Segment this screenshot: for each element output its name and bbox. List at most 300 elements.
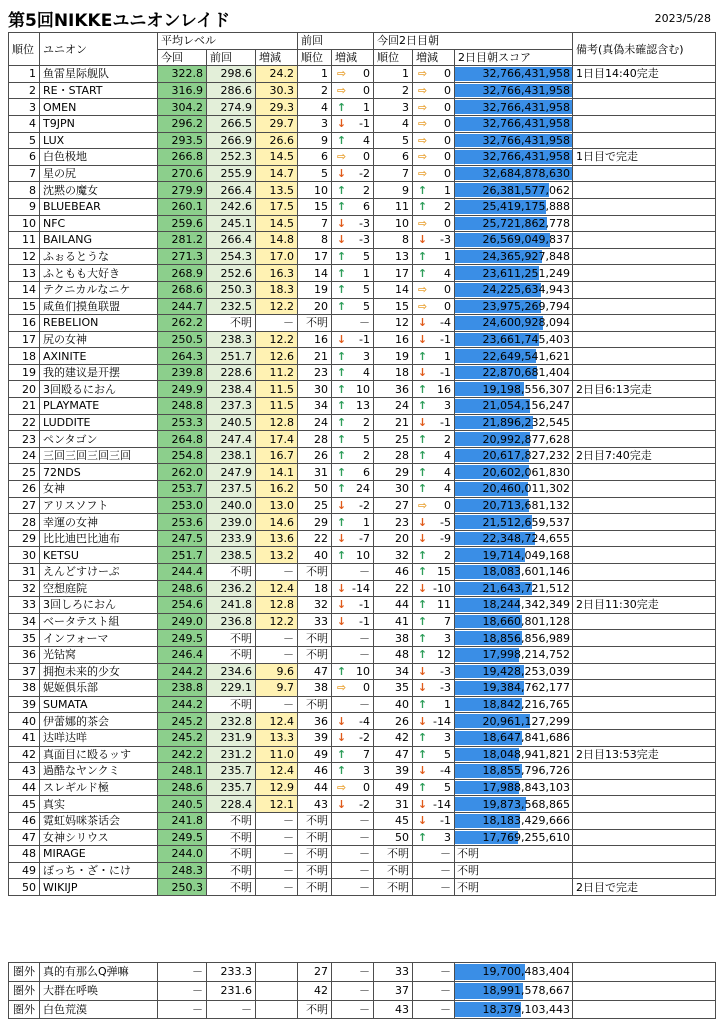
rank-cell: 27 bbox=[9, 497, 40, 514]
today-rank-cell: 14 bbox=[374, 281, 413, 298]
previous-rank-change-cell bbox=[332, 630, 374, 647]
current-level-cell: 254.6 bbox=[158, 597, 207, 614]
previous-level-cell: 274.9 bbox=[207, 99, 256, 116]
arrow-right-icon: ⇨ bbox=[417, 133, 428, 147]
score-cell bbox=[455, 613, 573, 630]
arrow-down-icon: ↓ bbox=[336, 797, 347, 811]
change-value: 2 bbox=[363, 183, 370, 197]
arrow-up-icon: ↑ bbox=[417, 648, 428, 662]
score-value: 不明 bbox=[457, 847, 479, 861]
current-level-cell: 259.6 bbox=[158, 215, 207, 232]
notes-cell bbox=[573, 796, 716, 813]
table-row bbox=[9, 547, 716, 564]
union-name-cell: 女神 bbox=[40, 481, 158, 498]
change-value: 16 bbox=[437, 382, 451, 396]
change-value: 0 bbox=[444, 167, 451, 181]
score-value: 22,649,541,621 bbox=[482, 349, 570, 363]
previous-rank-cell: 38 bbox=[298, 680, 332, 697]
today-rank-cell: 21 bbox=[374, 414, 413, 431]
notes-cell: 2日目13:53完走 bbox=[573, 746, 716, 763]
today-rank-change-cell bbox=[413, 746, 455, 763]
score-value: 26,569,049,837 bbox=[482, 233, 570, 247]
score-value: 32,766,431,958 bbox=[482, 100, 570, 114]
score-cell bbox=[455, 812, 573, 829]
previous-rank-cell: 不明 bbox=[298, 812, 332, 829]
score-value: 19,198,556,307 bbox=[482, 382, 570, 396]
current-level-cell: 253.0 bbox=[158, 497, 207, 514]
previous-level-cell: 231.6 bbox=[207, 981, 256, 1000]
change-value: － bbox=[359, 316, 370, 330]
level-change-cell: 9.6 bbox=[256, 663, 298, 680]
header-union: ユニオン bbox=[40, 33, 158, 66]
previous-rank-cell: 14 bbox=[298, 265, 332, 282]
table-row bbox=[9, 663, 716, 680]
change-value: － bbox=[359, 814, 370, 828]
change-value: 1 bbox=[444, 698, 451, 712]
score-cell bbox=[455, 281, 573, 298]
today-rank-change-cell bbox=[413, 99, 455, 116]
score-value: 25,419,175,888 bbox=[482, 200, 570, 214]
notes-cell bbox=[573, 364, 716, 381]
change-value: -4 bbox=[440, 764, 451, 778]
change-value: 4 bbox=[363, 133, 370, 147]
level-change-cell bbox=[256, 1000, 298, 1019]
current-level-cell: 242.2 bbox=[158, 746, 207, 763]
score-cell bbox=[455, 763, 573, 780]
today-rank-change-cell bbox=[413, 846, 455, 863]
score-cell bbox=[455, 862, 573, 879]
previous-rank-cell: 33 bbox=[298, 613, 332, 630]
score-cell bbox=[455, 381, 573, 398]
score-value: 18,083,601,146 bbox=[482, 565, 570, 579]
previous-rank-cell: 16 bbox=[298, 331, 332, 348]
today-rank-change-cell bbox=[413, 149, 455, 166]
today-rank-change-cell bbox=[413, 165, 455, 182]
change-value: － bbox=[440, 863, 451, 877]
previous-rank-cell: 44 bbox=[298, 779, 332, 796]
notes-cell bbox=[573, 680, 716, 697]
arrow-down-icon: ↓ bbox=[417, 366, 428, 380]
today-rank-change-cell bbox=[413, 597, 455, 614]
change-value: 3 bbox=[363, 764, 370, 778]
current-level-cell: 253.6 bbox=[158, 514, 207, 531]
change-value: 0 bbox=[444, 100, 451, 114]
previous-rank-cell: 不明 bbox=[298, 646, 332, 663]
score-value: 20,713,681,132 bbox=[482, 498, 570, 512]
today-rank-change-cell bbox=[413, 265, 455, 282]
union-name-cell: OMEN bbox=[40, 99, 158, 116]
previous-rank-cell: 27 bbox=[298, 963, 332, 982]
today-rank-cell: 15 bbox=[374, 298, 413, 315]
current-level-cell: 240.5 bbox=[158, 796, 207, 813]
arrow-up-icon: ↑ bbox=[336, 432, 347, 446]
previous-rank-change-cell bbox=[332, 398, 374, 415]
change-value: -10 bbox=[433, 581, 451, 595]
header-today-change: 増減 bbox=[413, 49, 455, 66]
level-change-cell: 11.5 bbox=[256, 398, 298, 415]
previous-level-cell: 228.6 bbox=[207, 364, 256, 381]
rank-cell: 25 bbox=[9, 464, 40, 481]
notes-cell bbox=[573, 514, 716, 531]
score-cell bbox=[455, 398, 573, 415]
header-rank: 順位 bbox=[9, 33, 40, 66]
score-value: 18,855,796,726 bbox=[482, 764, 570, 778]
rank-cell: 36 bbox=[9, 646, 40, 663]
rank-cell: 50 bbox=[9, 879, 40, 896]
union-name-cell: 3回殴るにおん bbox=[40, 381, 158, 398]
change-value: 0 bbox=[363, 150, 370, 164]
previous-rank-cell: 34 bbox=[298, 398, 332, 415]
today-rank-cell: 49 bbox=[374, 779, 413, 796]
score-cell bbox=[455, 564, 573, 581]
rank-cell: 9 bbox=[9, 198, 40, 215]
previous-level-cell: 245.1 bbox=[207, 215, 256, 232]
previous-rank-change-cell bbox=[332, 729, 374, 746]
previous-level-cell: 238.3 bbox=[207, 331, 256, 348]
arrow-right-icon: ⇨ bbox=[417, 84, 428, 98]
header-today-day2: 今回2日目朝 bbox=[374, 33, 573, 50]
header-score: 2日目朝スコア bbox=[455, 49, 573, 66]
previous-level-cell: 266.9 bbox=[207, 132, 256, 149]
score-value: 24,365,927,848 bbox=[482, 250, 570, 264]
arrow-up-icon: ↑ bbox=[336, 299, 347, 313]
arrow-right-icon: ⇨ bbox=[417, 498, 428, 512]
arrow-down-icon: ↓ bbox=[336, 714, 347, 728]
previous-level-cell: 237.5 bbox=[207, 481, 256, 498]
current-level-cell: 296.2 bbox=[158, 115, 207, 132]
union-name-cell: 真实 bbox=[40, 796, 158, 813]
previous-rank-change-cell bbox=[332, 331, 374, 348]
union-name-cell: 女神シリウス bbox=[40, 829, 158, 846]
table-row bbox=[9, 829, 716, 846]
arrow-up-icon: ↑ bbox=[336, 133, 347, 147]
today-rank-change-cell bbox=[413, 414, 455, 431]
change-value: 4 bbox=[444, 449, 451, 463]
change-value: -1 bbox=[440, 366, 451, 380]
previous-rank-cell: 7 bbox=[298, 215, 332, 232]
score-cell bbox=[455, 99, 573, 116]
rank-cell: 6 bbox=[9, 149, 40, 166]
today-rank-change-cell bbox=[413, 447, 455, 464]
union-name-cell: LUX bbox=[40, 132, 158, 149]
arrow-up-icon: ↑ bbox=[417, 698, 428, 712]
previous-rank-change-cell bbox=[332, 812, 374, 829]
previous-rank-change-cell bbox=[332, 829, 374, 846]
score-value: 18,183,429,666 bbox=[482, 814, 570, 828]
level-change-cell: － bbox=[256, 696, 298, 713]
today-rank-cell: 4 bbox=[374, 115, 413, 132]
arrow-down-icon: ↓ bbox=[417, 415, 428, 429]
table-row bbox=[9, 215, 716, 232]
today-rank-change-cell bbox=[413, 198, 455, 215]
previous-level-cell: 不明 bbox=[207, 829, 256, 846]
rank-cell: 24 bbox=[9, 447, 40, 464]
header-prev-rank: 順位 bbox=[298, 49, 332, 66]
arrow-up-icon: ↑ bbox=[336, 465, 347, 479]
today-rank-cell: 1 bbox=[374, 66, 413, 83]
union-name-cell: 比比迪巴比迪布 bbox=[40, 530, 158, 547]
previous-rank-cell: 3 bbox=[298, 115, 332, 132]
previous-rank-change-cell bbox=[332, 414, 374, 431]
rank-cell: 33 bbox=[9, 597, 40, 614]
rank-cell: 5 bbox=[9, 132, 40, 149]
arrow-up-icon: ↑ bbox=[417, 200, 428, 214]
table-row bbox=[9, 862, 716, 879]
union-name-cell: 我的建议是开摆 bbox=[40, 364, 158, 381]
previous-rank-cell: 47 bbox=[298, 663, 332, 680]
table-row bbox=[9, 364, 716, 381]
previous-rank-cell: 25 bbox=[298, 497, 332, 514]
rank-cell: 39 bbox=[9, 696, 40, 713]
previous-level-cell: 235.7 bbox=[207, 779, 256, 796]
score-cell bbox=[455, 981, 573, 1000]
score-value: 17,988,843,103 bbox=[482, 781, 570, 795]
score-cell bbox=[455, 796, 573, 813]
change-value: -1 bbox=[359, 598, 370, 612]
arrow-right-icon: ⇨ bbox=[417, 283, 428, 297]
previous-rank-cell: 1 bbox=[298, 66, 332, 83]
change-value: 12 bbox=[437, 648, 451, 662]
previous-rank-cell: 不明 bbox=[298, 862, 332, 879]
previous-level-cell: 255.9 bbox=[207, 165, 256, 182]
today-rank-cell: 35 bbox=[374, 680, 413, 697]
change-value: 10 bbox=[356, 548, 370, 562]
rank-cell: 34 bbox=[9, 613, 40, 630]
level-change-cell: 13.3 bbox=[256, 729, 298, 746]
notes-cell bbox=[573, 646, 716, 663]
score-value: 18,379,103,443 bbox=[482, 1002, 570, 1016]
change-value: 1 bbox=[444, 349, 451, 363]
change-value: -2 bbox=[359, 167, 370, 181]
score-value: 19,714,049,168 bbox=[482, 548, 570, 562]
today-rank-change-cell bbox=[413, 364, 455, 381]
score-cell bbox=[455, 779, 573, 796]
change-value: -14 bbox=[352, 581, 370, 595]
previous-rank-cell: 43 bbox=[298, 796, 332, 813]
table-row bbox=[9, 232, 716, 249]
level-change-cell: 13.5 bbox=[256, 182, 298, 199]
today-rank-change-cell bbox=[413, 1000, 455, 1019]
today-rank-cell: 27 bbox=[374, 497, 413, 514]
previous-rank-change-cell bbox=[332, 580, 374, 597]
previous-level-cell: 252.3 bbox=[207, 149, 256, 166]
today-rank-cell: 28 bbox=[374, 447, 413, 464]
previous-rank-change-cell bbox=[332, 232, 374, 249]
arrow-down-icon: ↓ bbox=[336, 498, 347, 512]
change-value: 7 bbox=[363, 747, 370, 761]
notes-cell bbox=[573, 696, 716, 713]
level-change-cell: 12.4 bbox=[256, 713, 298, 730]
previous-level-cell: 239.0 bbox=[207, 514, 256, 531]
level-change-cell: 11.5 bbox=[256, 381, 298, 398]
today-rank-change-cell bbox=[413, 115, 455, 132]
previous-level-cell: 235.7 bbox=[207, 763, 256, 780]
today-rank-cell: 不明 bbox=[374, 862, 413, 879]
level-change-cell: 29.3 bbox=[256, 99, 298, 116]
arrow-down-icon: ↓ bbox=[417, 797, 428, 811]
previous-level-cell: 250.3 bbox=[207, 281, 256, 298]
change-value: － bbox=[440, 1002, 451, 1016]
change-value: － bbox=[359, 965, 370, 979]
table-row bbox=[9, 198, 716, 215]
previous-level-cell: 254.3 bbox=[207, 248, 256, 265]
previous-level-cell: 231.9 bbox=[207, 729, 256, 746]
arrow-up-icon: ↑ bbox=[336, 399, 347, 413]
previous-rank-change-cell bbox=[332, 696, 374, 713]
union-name-cell: KETSU bbox=[40, 547, 158, 564]
change-value: 2 bbox=[444, 432, 451, 446]
today-rank-cell: 25 bbox=[374, 431, 413, 448]
notes-cell: 1日目14:40完走 bbox=[573, 66, 716, 83]
previous-level-cell: 238.5 bbox=[207, 547, 256, 564]
rank-cell: 43 bbox=[9, 763, 40, 780]
rank-cell: 12 bbox=[9, 248, 40, 265]
rank-cell: 17 bbox=[9, 331, 40, 348]
today-rank-change-cell bbox=[413, 66, 455, 83]
previous-level-cell: 不明 bbox=[207, 846, 256, 863]
change-value: 5 bbox=[363, 299, 370, 313]
table-row bbox=[9, 348, 716, 365]
previous-rank-change-cell bbox=[332, 99, 374, 116]
notes-cell bbox=[573, 99, 716, 116]
previous-rank-cell: 18 bbox=[298, 580, 332, 597]
rank-cell: 14 bbox=[9, 281, 40, 298]
rank-cell: 40 bbox=[9, 713, 40, 730]
previous-rank-change-cell bbox=[332, 248, 374, 265]
change-value: 0 bbox=[444, 498, 451, 512]
rank-cell: 2 bbox=[9, 82, 40, 99]
previous-rank-cell: 23 bbox=[298, 364, 332, 381]
score-value: 20,602,061,830 bbox=[482, 465, 570, 479]
change-value: -3 bbox=[359, 233, 370, 247]
score-cell bbox=[455, 364, 573, 381]
table-row bbox=[9, 331, 716, 348]
table-row bbox=[9, 713, 716, 730]
arrow-up-icon: ↑ bbox=[417, 465, 428, 479]
table-row bbox=[9, 497, 716, 514]
score-value: 32,766,431,958 bbox=[482, 117, 570, 131]
rank-cell: 48 bbox=[9, 846, 40, 863]
union-name-cell: ぼっち・ざ・にけ bbox=[40, 862, 158, 879]
level-change-cell: 12.2 bbox=[256, 613, 298, 630]
level-change-cell: 16.2 bbox=[256, 481, 298, 498]
change-value: 1 bbox=[444, 183, 451, 197]
union-name-cell: BAILANG bbox=[40, 232, 158, 249]
previous-rank-change-cell bbox=[332, 348, 374, 365]
previous-rank-change-cell bbox=[332, 464, 374, 481]
current-level-cell: 249.0 bbox=[158, 613, 207, 630]
change-value: 6 bbox=[363, 465, 370, 479]
arrow-down-icon: ↓ bbox=[336, 598, 347, 612]
arrow-up-icon: ↑ bbox=[336, 548, 347, 562]
today-rank-cell: 45 bbox=[374, 812, 413, 829]
header-today-rank: 順位 bbox=[374, 49, 413, 66]
change-value: 3 bbox=[444, 830, 451, 844]
current-level-cell: － bbox=[158, 963, 207, 982]
score-cell bbox=[455, 82, 573, 99]
change-value: -2 bbox=[359, 498, 370, 512]
arrow-up-icon: ↑ bbox=[336, 183, 347, 197]
score-value: 32,766,431,958 bbox=[482, 84, 570, 98]
table-row bbox=[9, 696, 716, 713]
union-name-cell: ペンタゴン bbox=[40, 431, 158, 448]
arrow-right-icon: ⇨ bbox=[336, 150, 347, 164]
current-level-cell: 241.8 bbox=[158, 812, 207, 829]
change-value: － bbox=[359, 863, 370, 877]
previous-rank-change-cell bbox=[332, 1000, 374, 1019]
previous-rank-change-cell bbox=[332, 646, 374, 663]
score-cell bbox=[455, 215, 573, 232]
notes-cell bbox=[573, 846, 716, 863]
arrow-up-icon: ↑ bbox=[336, 266, 347, 280]
change-value: -9 bbox=[440, 532, 451, 546]
change-value: -14 bbox=[433, 714, 451, 728]
previous-level-cell: 232.8 bbox=[207, 713, 256, 730]
today-rank-change-cell bbox=[413, 580, 455, 597]
table-row bbox=[9, 149, 716, 166]
current-level-cell: 251.7 bbox=[158, 547, 207, 564]
today-rank-change-cell bbox=[413, 315, 455, 332]
table-row bbox=[9, 414, 716, 431]
current-level-cell: 249.5 bbox=[158, 829, 207, 846]
union-name-cell: AXINITE bbox=[40, 348, 158, 365]
today-rank-change-cell bbox=[413, 963, 455, 982]
current-level-cell: 271.3 bbox=[158, 248, 207, 265]
change-value: － bbox=[359, 830, 370, 844]
score-cell bbox=[455, 630, 573, 647]
score-value: 不明 bbox=[457, 880, 479, 894]
previous-level-cell: 240.0 bbox=[207, 497, 256, 514]
arrow-down-icon: ↓ bbox=[417, 233, 428, 247]
score-value: 18,048,941,821 bbox=[482, 747, 570, 761]
table-row bbox=[9, 812, 716, 829]
change-value: － bbox=[359, 847, 370, 861]
change-value: － bbox=[440, 984, 451, 998]
previous-rank-change-cell bbox=[332, 564, 374, 581]
arrow-down-icon: ↓ bbox=[336, 615, 347, 629]
level-change-cell: 12.4 bbox=[256, 580, 298, 597]
previous-rank-cell: 不明 bbox=[298, 696, 332, 713]
change-value: -7 bbox=[359, 532, 370, 546]
arrow-right-icon: ⇨ bbox=[336, 681, 347, 695]
rank-cell: 19 bbox=[9, 364, 40, 381]
today-rank-change-cell bbox=[413, 331, 455, 348]
level-change-cell: 14.5 bbox=[256, 215, 298, 232]
current-level-cell: 244.2 bbox=[158, 663, 207, 680]
level-change-cell: 14.8 bbox=[256, 232, 298, 249]
score-cell bbox=[455, 547, 573, 564]
rank-cell: 15 bbox=[9, 298, 40, 315]
today-rank-change-cell bbox=[413, 547, 455, 564]
score-cell bbox=[455, 530, 573, 547]
today-rank-change-cell bbox=[413, 281, 455, 298]
union-name-cell: 咸鱼们摸鱼联盟 bbox=[40, 298, 158, 315]
previous-rank-change-cell bbox=[332, 66, 374, 83]
notes-cell bbox=[573, 729, 716, 746]
union-name-cell: RE・START bbox=[40, 82, 158, 99]
change-value: 2 bbox=[444, 200, 451, 214]
today-rank-cell: 5 bbox=[374, 132, 413, 149]
score-value: 24,600,928,094 bbox=[482, 316, 570, 330]
today-rank-change-cell bbox=[413, 232, 455, 249]
previous-level-cell: 232.5 bbox=[207, 298, 256, 315]
change-value: 5 bbox=[444, 781, 451, 795]
table-row bbox=[9, 981, 716, 1000]
notes-cell: 2日目で完走 bbox=[573, 879, 716, 896]
level-change-cell: 16.3 bbox=[256, 265, 298, 282]
notes-cell bbox=[573, 779, 716, 796]
score-value: 20,961,127,299 bbox=[482, 714, 570, 728]
